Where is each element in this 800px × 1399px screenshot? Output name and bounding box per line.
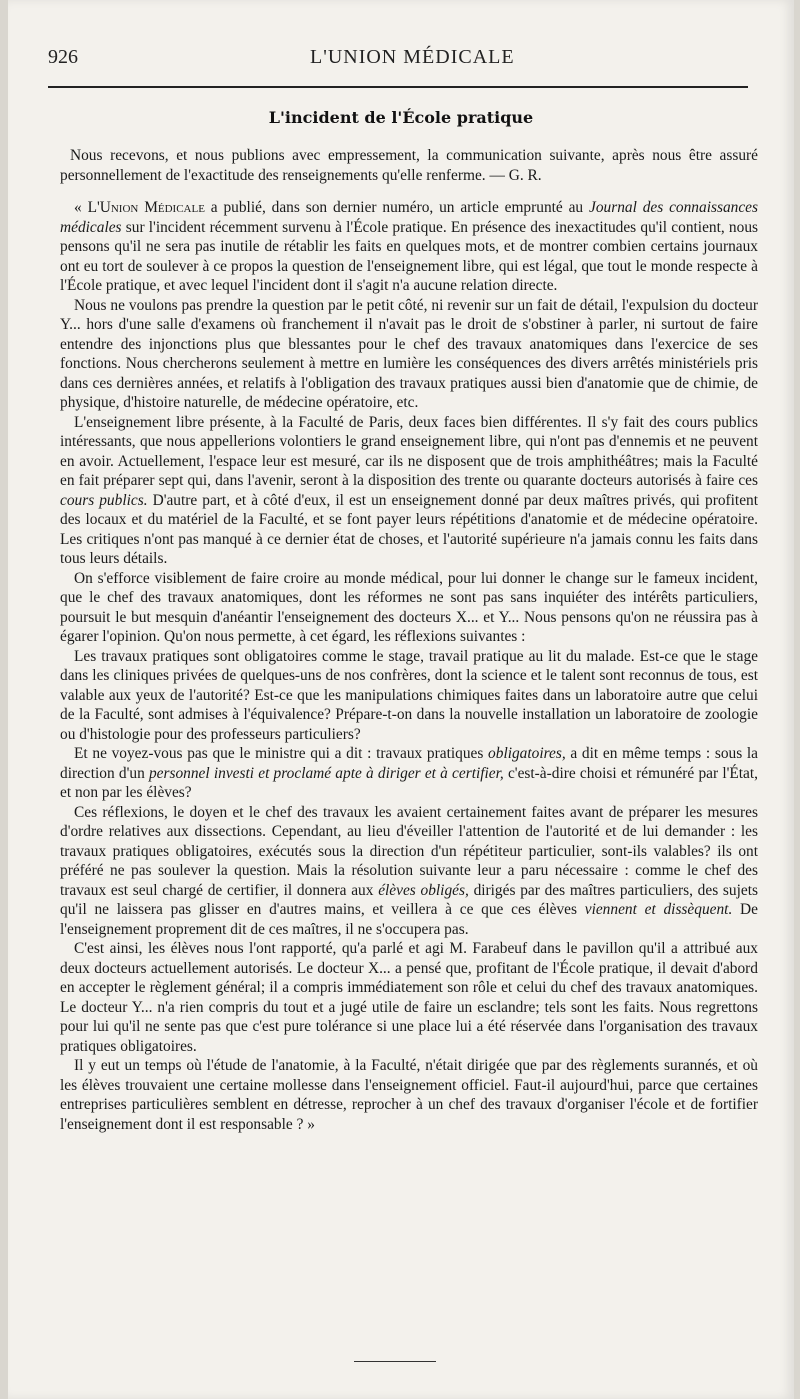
page bbox=[8, 0, 794, 1399]
paragraph-5: Les travaux pratiques sont obligatoires comme le stage, travail pratique au lit du malade. Est-ce que le stage dans les cliniques privées de quelques-uns de nos confrères, dont la science et le talent sont reconnus de tous, est valable aux yeux de l'autorité? Est-ce que les manipulations chimiques faites dans un laboratoire autre que celui de la Faculté, sont admises à l'équivalence? Prépare-t-on dans la nouvelle installation un laboratoire de zoologie ou d'histologie pour des professeurs particuliers? bbox=[60, 647, 758, 743]
paragraph-8: C'est ainsi, les élèves nous l'ont rapporté, qu'a parlé et agi M. Farabeuf dans le pavillon qu'il a attribué aux deux docteurs actuellement autorisés. Le docteur X... a pensé que, profitant de l'École pratique, il devait d'abord en accepter le règlement général; il a compris immédiatement son rôle et celui du chef des travaux anatomiques. Le docteur Y... n'a rien compris du tout et a jugé utile de faire un esclandre; tels sont les faits. Nous regrettons pour lui qu'il ne sente pas que c'est pure tolérance si une place lui a été réservée dans l'organisation des travaux pratiques obligatoires. bbox=[60, 940, 758, 1055]
cited-journal-title: Journal des connaissances médicales bbox=[60, 199, 758, 236]
paragraph-1-text-a: a publié, dans son dernier numéro, un article emprunté au bbox=[204, 199, 589, 216]
journal-name-smallcaps: L'Union Médicale bbox=[87, 199, 205, 216]
paragraph-6 bbox=[60, 744, 758, 803]
header-rule bbox=[48, 86, 748, 88]
paragraph-4: On s'efforce visiblement de faire croire au monde médical, pour lui donner le change sur le fameux incident, que le chef des travaux anatomiques, dont les réformes ne sont pas sans inquiéter des intérêts particuliers, poursuit le but mesquin d'anéantir l'enseignement des docteurs X... et Y... Nous pensons qu'on ne réussira pas à égarer l'opinion. Qu'on nous permette, à cet égard, les réflexions suivantes : bbox=[60, 569, 758, 645]
paragraph-6-italic-1: obligatoires, bbox=[488, 745, 566, 762]
journal-title: L'UNION MÉDICALE bbox=[310, 46, 515, 68]
paragraph-6-text-c: c'est-à-dire choisi et rémunéré par l'État, et non par les élèves? bbox=[60, 764, 758, 801]
paragraph-7-text-a: Ces réflexions, le doyen et le chef des travaux les avaient certainement faites avant de préparer les mesures d'ordre relatives aux dissections. Cependant, au lieu d'éveiller l'attention de l'autorité et de lui demander : les travaux pratiques obligatoires, exécutés sous la direction d'un répétiteur particulier, sont-ils valables? ils ont préféré ne pas soulever la question. Mais la résolution suivante leur a paru nécessaire : comme le chef des travaux est seul chargé de certifier, il donnera aux bbox=[60, 803, 758, 899]
paragraph-1 bbox=[60, 198, 758, 296]
paragraph-7-italic-1: élèves obligés, bbox=[378, 881, 469, 899]
paragraph-9: Il y eut un temps où l'étude de l'anatomie, à la Faculté, n'était dirigée que par des règlements surannés, et où les élèves trouvaient une certaine mollesse dans l'enseignement officiel. Faut-il aujourd'hui, parce que certaines entreprises particulières semblent en détresse, reprocher à un chef des travaux d'organiser l'école et de fortifier l'enseignement dont il est responsable ? » bbox=[60, 1057, 758, 1133]
paragraph-1-text-b: sur l'incident récemment survenu à l'École pratique. En présence des inexactitudes qu'il contient, nous pensons qu'il ne sera pas inutile de rétablir les faits en quelques mots, et de montrer combien certains journaux ont eu tort de soulever à ce propos la question de l'enseignement libre, qui est légal, que tout le monde respecte à l'École pratique, et avec lequel l'incident dont il s'agit n'a aucune relation directe. bbox=[60, 218, 758, 294]
paragraph-3-text-b: D'autre part, et à côté d'eux, il est un enseignement donné par deux maîtres privés, qui profitent des locaux et du matériel de la Faculté, et se font payer leurs répétitions d'anatomie et de médecine opératoire. Les critiques n'ont pas manqué à ce dernier état de choses, et l'autorité supérieure n'a jamais connu les faits dans tous leurs détails. bbox=[60, 491, 758, 567]
paragraph-3-italic: cours publics. bbox=[60, 491, 148, 509]
paragraph-6-italic-2: personnel investi et proclamé apte à diriger et à certifier, bbox=[148, 764, 504, 782]
end-rule bbox=[354, 1361, 436, 1362]
paragraph-2: Nous ne voulons pas prendre la question par le petit côté, ni revenir sur un fait de détail, l'expulsion du docteur Y... hors d'une salle d'examens où franchement il n'avait pas le droit de s'obstiner à parler, ni surtout de faire entendre des injonctions plus que blessantes pour le chef des travaux anatomiques dans l'exercice de ses fonctions. Nous chercherons seulement à mettre en lumière les conséquences des divers arrêtés ministériels pris dans ces dernières années, et relatifs à l'obligation des travaux pratiques aussi bien d'anatomie que de chimie, de physique, d'histoire naturelle, de médecine opératoire, etc. bbox=[60, 296, 758, 411]
paragraph-6-text-a: Et ne voyez-vous pas que le ministre qui a dit : travaux pratiques bbox=[74, 745, 489, 762]
paragraph-6-text-b: a dit en même temps : sous la direction d'un bbox=[60, 745, 758, 782]
paragraph-7-text-b: dirigés par des maîtres particuliers, des sujets qu'il ne laissera pas glisser en d'autres mains, et veillera à ce que ces élèves bbox=[60, 881, 758, 918]
paragraph-7-text-c: De l'enseignement proprement dit de ces maîtres, il ne s'occupera pas. bbox=[60, 901, 758, 938]
paragraph-7 bbox=[60, 803, 758, 940]
article-title: L'incident de l'École pratique bbox=[268, 108, 534, 127]
paragraph-3-text-a: L'enseignement libre présente, à la Faculté de Paris, deux faces bien différentes. Il s'y fait des cours publics intéressants, que nous appellerions volontiers le grand enseignement libre, qui n'ont pas d'ennemis et ne peuvent en avoir. Actuellement, l'espace leur est mesuré, car ils ne disposent que de trois amphithéâtres; mais la Faculté en fait préparer sept qui, dans l'avenir, seront à la disposition des trente ou quarante docteurs autorisés à faire ces bbox=[60, 413, 758, 489]
article-body bbox=[60, 146, 758, 1134]
page-number: 926 bbox=[48, 46, 78, 68]
open-quote: « bbox=[74, 199, 88, 216]
paragraph-3 bbox=[60, 413, 758, 569]
paragraph-7-italic-2: viennent et dissèquent. bbox=[584, 901, 733, 918]
editor-note: Nous recevons, et nous publions avec empressement, la communication suivante, après nous être assuré personnellement de l'exactitude des renseignements qu'elle renferme. — G. R. bbox=[60, 147, 758, 184]
